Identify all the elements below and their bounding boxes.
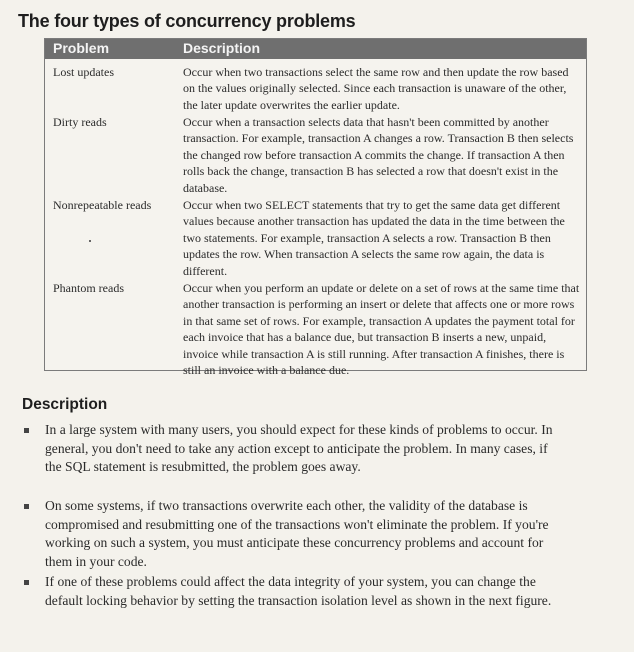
- bullet-icon: [24, 504, 29, 509]
- page-title: The four types of concurrency problems: [18, 11, 356, 31]
- bullet-text: If one of these problems could affect the data integrity of your system, you can change the default locking behavior by setting the transaction isolation level as shown in the next figure.: [45, 574, 552, 608]
- problem-cell: Lost updates: [53, 65, 114, 79]
- scan-speck: [89, 240, 91, 242]
- problem-cell: Nonrepeatable reads: [53, 198, 152, 212]
- problem-cell: Dirty reads: [53, 115, 107, 129]
- description-heading: Description: [22, 396, 108, 413]
- bullet-icon: [24, 580, 29, 585]
- column-header-problem: Problem: [53, 40, 110, 56]
- description-cell: Occur when two transactions select the same row and then update the row based on the values originally selected. Since each transaction is unaware of the other, the later update overwrites the earlier update.: [183, 65, 569, 112]
- bullet-icon: [24, 428, 29, 433]
- bullet-text: On some systems, if two transactions overwrite each other, the validity of the database is compromised and resubmitting one of the transactions won't eliminate the problem. If you're working on such a system, you must anticipate these concurrency problems and account for them in your code.: [45, 498, 549, 570]
- description-cell: Occur when you perform an update or delete on a set of rows at the same time that another transaction is performing an insert or delete that affects one or more rows in that same set of rows. For example, transaction A updates the payment total for each invoice that has a balance due, but transaction B inserts a new, unpaid, invoice while transaction A is still running. After transaction A finishes, there is still an invoice with a balance due.: [183, 281, 580, 378]
- bullet-text: In a large system with many users, you should expect for these kinds of problems to occur. In general, you don't need to take any action except to anticipate the problem. In many cases, if the SQL statement is resubmitted, the problem goes away.: [45, 422, 553, 475]
- description-cell: Occur when a transaction selects data that hasn't been committed by another transaction. For example, transaction A changes a row. Transaction B then selects the changed row before transaction A commits the change. If transaction A then rolls back the change, transaction B has selected a row that doesn't exist in the database.: [183, 115, 574, 195]
- table-header: [45, 39, 586, 59]
- problem-cell: Phantom reads: [53, 281, 124, 295]
- column-header-description: Description: [183, 40, 261, 56]
- concurrency-problems-table: [44, 38, 587, 378]
- description-cell: Occur when two SELECT statements that try to get the same data get different values because another transaction has updated the data in the time between the two statements. For example, transaction A selects a row. Transaction B then updates the row. When transaction A selects the same row again, the data is different.: [183, 198, 565, 278]
